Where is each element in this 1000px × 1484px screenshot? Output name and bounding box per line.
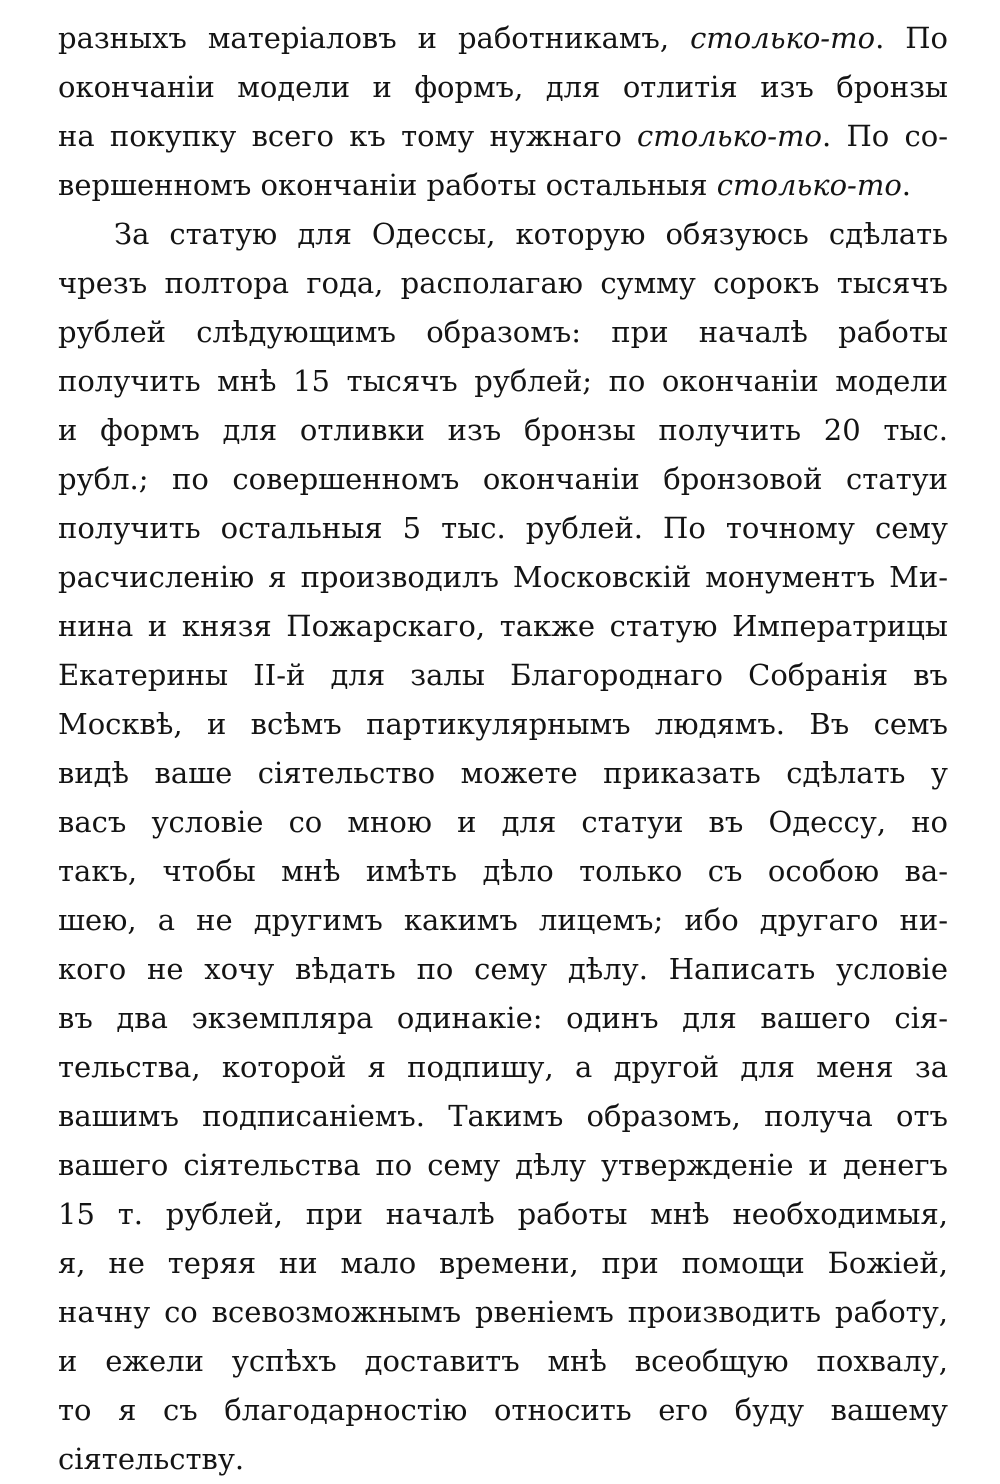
text-line [58, 1043, 948, 1092]
text-run: окончаніи модели и формъ, для отлитія изъ бронзы [58, 70, 948, 104]
text-run: разныхъ матеріаловъ и работникамъ, [58, 21, 691, 55]
text-line [58, 112, 948, 161]
text-run: на покупку всего къ тому нужнаго [58, 119, 638, 153]
text-line [58, 798, 948, 847]
italic-emphasis: столько-то [637, 119, 823, 153]
text-run: . По [875, 21, 949, 55]
text-run: то я съ благодарностію относить его буду вашему [58, 1393, 948, 1427]
text-line [58, 945, 948, 994]
text-line [58, 406, 948, 455]
text-run: Екатерины II-й для залы Благороднаго Собранія въ [58, 658, 948, 692]
text-line [58, 1386, 948, 1435]
text-line [58, 308, 948, 357]
text-run: вашего сіятельства по сему дѣлу утвержденіе и денегъ [58, 1148, 948, 1182]
text-run: такъ, чтобы мнѣ имѣть дѣло только съ особою ва- [58, 854, 948, 888]
text-line [58, 210, 948, 259]
text-run: и формъ для отливки изъ бронзы получить 20 тыс. [58, 413, 948, 447]
text-line [58, 749, 948, 798]
italic-emphasis: столько-то [716, 168, 902, 202]
text-line [58, 63, 948, 112]
text-run: . [901, 168, 912, 202]
text-run: васъ условіе со мною и для статуи въ Одессу, но [58, 805, 948, 839]
text-line [58, 553, 948, 602]
text-run: Москвѣ, и всѣмъ партикулярнымъ людямъ. Въ семъ [58, 707, 948, 741]
paragraph-1 [58, 14, 948, 210]
text-run: кого не хочу вѣдать по сему дѣлу. Написать условіе [58, 952, 948, 986]
text-line [58, 1239, 948, 1288]
paragraph-2 [58, 210, 948, 1484]
text-line [58, 1337, 948, 1386]
text-line [58, 1190, 948, 1239]
text-line [58, 700, 948, 749]
text-run: тельства, которой я подпишу, а другой для меня за [58, 1050, 948, 1084]
text-run: шею, а не другимъ какимъ лицемъ; ибо другаго ни- [58, 903, 948, 937]
text-run: 15 т. рублей, при началѣ работы мнѣ необходимыя, [58, 1197, 948, 1231]
text-line [58, 1288, 948, 1337]
text-run: За статую для Одессы, которую обязуюсь сдѣлать [114, 217, 948, 251]
text-run: получить остальныя 5 тыс. рублей. По точному сему [58, 511, 948, 545]
text-run: начну со всевозможнымъ рвеніемъ производить работу, [58, 1295, 948, 1329]
text-line [58, 455, 948, 504]
text-line [58, 994, 948, 1043]
text-run: я, не теряя ни мало времени, при помощи Божіей, [58, 1246, 948, 1280]
text-line [58, 504, 948, 553]
text-line [58, 1092, 948, 1141]
text-run: рубл.; по совершенномъ окончаніи бронзовой статуи [58, 462, 948, 496]
text-line [58, 1141, 948, 1190]
text-line [58, 896, 948, 945]
text-line [58, 602, 948, 651]
text-line [58, 847, 948, 896]
text-run: вершенномъ окончаніи работы остальныя [58, 168, 717, 202]
text-run: видѣ ваше сіятельство можете приказать сдѣлать у [58, 756, 948, 790]
text-line [58, 161, 948, 210]
text-run: чрезъ полтора года, располагаю сумму сорокъ тысячъ [58, 266, 948, 300]
text-run: рублей слѣдующимъ образомъ: при началѣ работы [58, 315, 948, 349]
text-run: сіятельству. [58, 1442, 245, 1476]
document-page [58, 14, 949, 1476]
text-line [58, 651, 948, 700]
text-line [58, 259, 948, 308]
text-run: . По со- [822, 119, 948, 153]
text-run: въ два экземпляра одинакіе: одинъ для вашего сія- [58, 1001, 948, 1035]
text-run: вашимъ подписаніемъ. Такимъ образомъ, получа отъ [58, 1099, 948, 1133]
text-run: нина и князя Пожарскаго, также статую Императрицы [58, 609, 948, 643]
text-line [58, 14, 948, 63]
text-run: расчисленію я производилъ Московскій монументъ Ми- [58, 560, 948, 594]
text-run: и ежели успѣхъ доставитъ мнѣ всеобщую похвалу, [58, 1344, 948, 1378]
text-run: получить мнѣ 15 тысячъ рублей; по окончаніи модели [58, 364, 948, 398]
text-line [58, 1435, 948, 1484]
italic-emphasis: столько-то [690, 21, 876, 55]
text-line [58, 357, 948, 406]
